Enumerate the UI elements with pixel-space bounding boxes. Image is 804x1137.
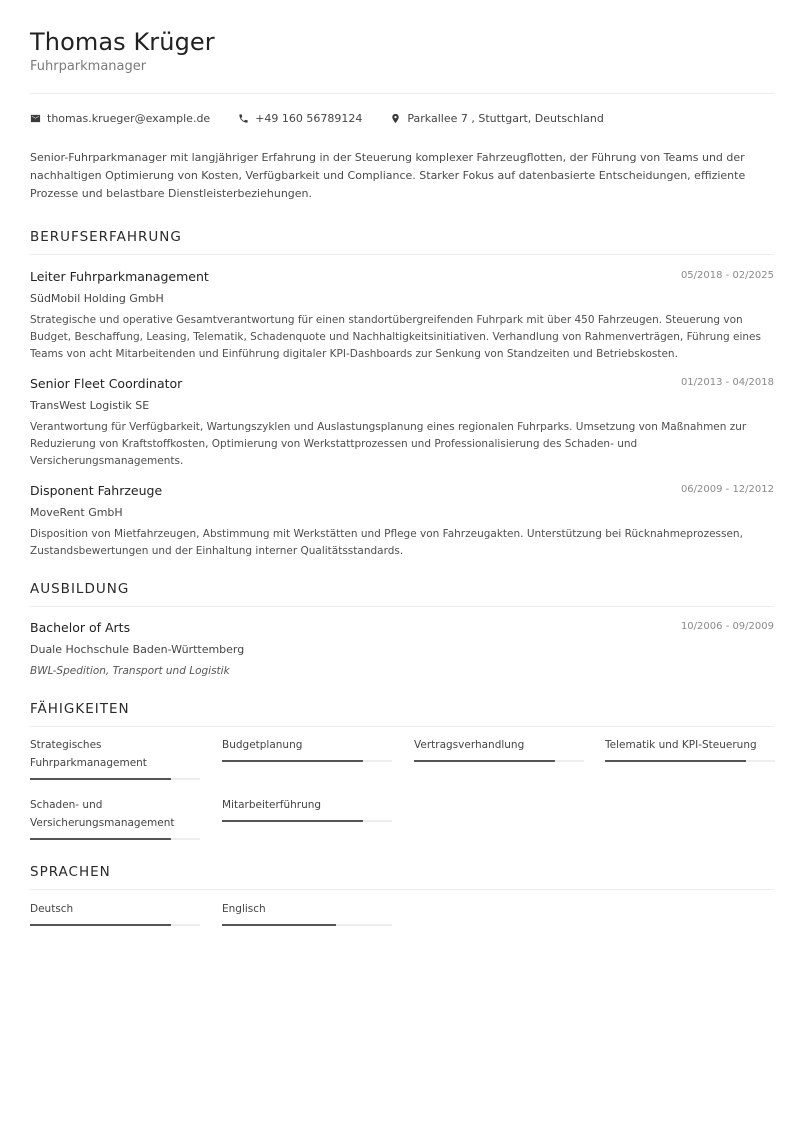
skill-level-fill	[30, 778, 171, 780]
entry-organization: Duale Hochschule Baden-Württemberg	[30, 643, 245, 656]
entry-title: Bachelor of Arts	[30, 620, 131, 635]
contact-bar	[30, 110, 774, 126]
experience-entry	[30, 269, 774, 363]
section-divider	[30, 254, 774, 255]
language-label: Deutsch	[30, 903, 74, 915]
skill-level-fill	[222, 820, 363, 822]
skill-level-bar	[222, 820, 392, 822]
header-divider	[30, 93, 774, 94]
skills-grid	[30, 727, 774, 851]
language-label: Englisch	[222, 903, 266, 915]
experience-entry	[30, 376, 774, 470]
entry-date: 05/2018 - 02/2025	[680, 270, 774, 281]
skill-item	[414, 736, 584, 762]
skill-item	[30, 736, 200, 780]
entry-organization: TransWest Logistik SE	[30, 399, 150, 412]
candidate-name: Thomas Krüger	[30, 28, 215, 56]
language-item	[222, 900, 392, 926]
job-title: Fuhrparkmanager	[30, 59, 147, 74]
section-title-languages: SPRACHEN	[30, 864, 111, 880]
section-divider	[30, 606, 774, 607]
education-entry	[30, 620, 774, 678]
skill-item	[222, 736, 392, 762]
skill-label: Telematik und KPI-Steuerung	[605, 739, 757, 751]
phone-icon	[238, 113, 249, 124]
skill-level-bar	[605, 760, 775, 762]
entry-title: Disponent Fahrzeuge	[30, 483, 163, 498]
email-text: thomas.krueger@example.de	[47, 111, 211, 125]
location-pin-icon	[390, 113, 401, 124]
skill-item	[30, 796, 200, 840]
entry-organization: SüdMobil Holding GmbH	[30, 292, 164, 305]
skill-level-fill	[30, 838, 171, 840]
skill-level-bar	[222, 760, 392, 762]
skill-label: Budgetplanung	[222, 739, 303, 751]
skill-level-bar	[30, 838, 200, 840]
mail-icon	[30, 113, 41, 124]
skill-label: Strategisches Fuhrparkmanagement	[30, 739, 147, 769]
skill-label: Vertragsverhandlung	[414, 739, 525, 751]
section-title-experience: BERUFSERFAHRUNG	[30, 229, 182, 245]
section-title-skills: FÄHIGKEITEN	[30, 701, 130, 717]
language-level-bar	[222, 924, 392, 926]
language-level-fill	[30, 924, 171, 926]
entry-description: Verantwortung für Verfügbarkeit, Wartungszyklen und Auslastungsplanung eines regionalen Fuhrparks. Umsetzung von Maßnahmen zur Reduzierung von Kraftstoffkosten, Optimierung von Werkstattprozessen und Professionalisierung des Schaden- und Versicherungsmanagements.	[30, 421, 747, 467]
entry-description: Strategische und operative Gesamtverantwortung für einen standortübergreifenden Fuhrpark mit über 450 Fahrzeugen. Steuerung von Budget, Beschaffung, Leasing, Telematik, Schadenquote und Nachhaltigkeitsinitiativen. Verhandlung von Rahmenverträgen, Führung eines Teams von acht Mitarbeitenden und Einführung digitaler KPI-Dashboards zur Senkung von Standzeiten und Betriebskosten.	[30, 314, 761, 360]
skill-level-fill	[414, 760, 555, 762]
entry-field-of-study: BWL-Spedition, Transport und Logistik	[30, 665, 230, 677]
skill-level-fill	[605, 760, 746, 762]
skill-level-bar	[30, 778, 200, 780]
skill-label: Schaden- und Versicherungsmanagement	[30, 799, 175, 829]
contact-phone[interactable]	[238, 112, 362, 125]
skill-item	[222, 796, 392, 822]
entry-organization: MoveRent GmbH	[30, 506, 123, 519]
entry-date: 06/2009 - 12/2012	[680, 484, 774, 495]
skill-label: Mitarbeiterführung	[222, 799, 322, 811]
section-title-education: AUSBILDUNG	[30, 581, 130, 597]
skill-item	[605, 736, 775, 762]
skill-level-fill	[222, 760, 363, 762]
entry-date: 01/2013 - 04/2018	[680, 377, 774, 388]
languages-grid	[30, 890, 774, 940]
entry-title: Leiter Fuhrparkmanagement	[30, 269, 209, 284]
address-text: Parkallee 7 , Stuttgart, Deutschland	[407, 111, 604, 125]
language-item	[30, 900, 200, 926]
entry-title: Senior Fleet Coordinator	[30, 376, 183, 391]
profile-summary: Senior-Fuhrparkmanager mit langjähriger Erfahrung in der Steuerung komplexer Fahrzeugflotten, der Führung von Teams und der nachhaltigen Optimierung von Kosten, Verfügbarkeit und Compliance. Starker Fokus auf datenbasierte Entscheidungen, effiziente Prozesse und belastbare Dienstleisterbeziehungen.	[30, 151, 746, 200]
entry-description: Disposition von Mietfahrzeugen, Abstimmung mit Werkstätten und Pflege von Fahrzeugakten. Unterstützung bei Rücknahmeprozessen, Zustandsbewertungen und der Einhaltung interner Qualitätsstandards.	[30, 528, 743, 557]
entry-date: 10/2006 - 09/2009	[680, 621, 774, 632]
contact-email[interactable]	[30, 112, 210, 125]
contact-address	[390, 112, 603, 125]
phone-text: +49 160 56789124	[255, 111, 363, 125]
skill-level-bar	[414, 760, 584, 762]
language-level-bar	[30, 924, 200, 926]
experience-entry	[30, 483, 774, 560]
language-level-fill	[222, 924, 336, 926]
